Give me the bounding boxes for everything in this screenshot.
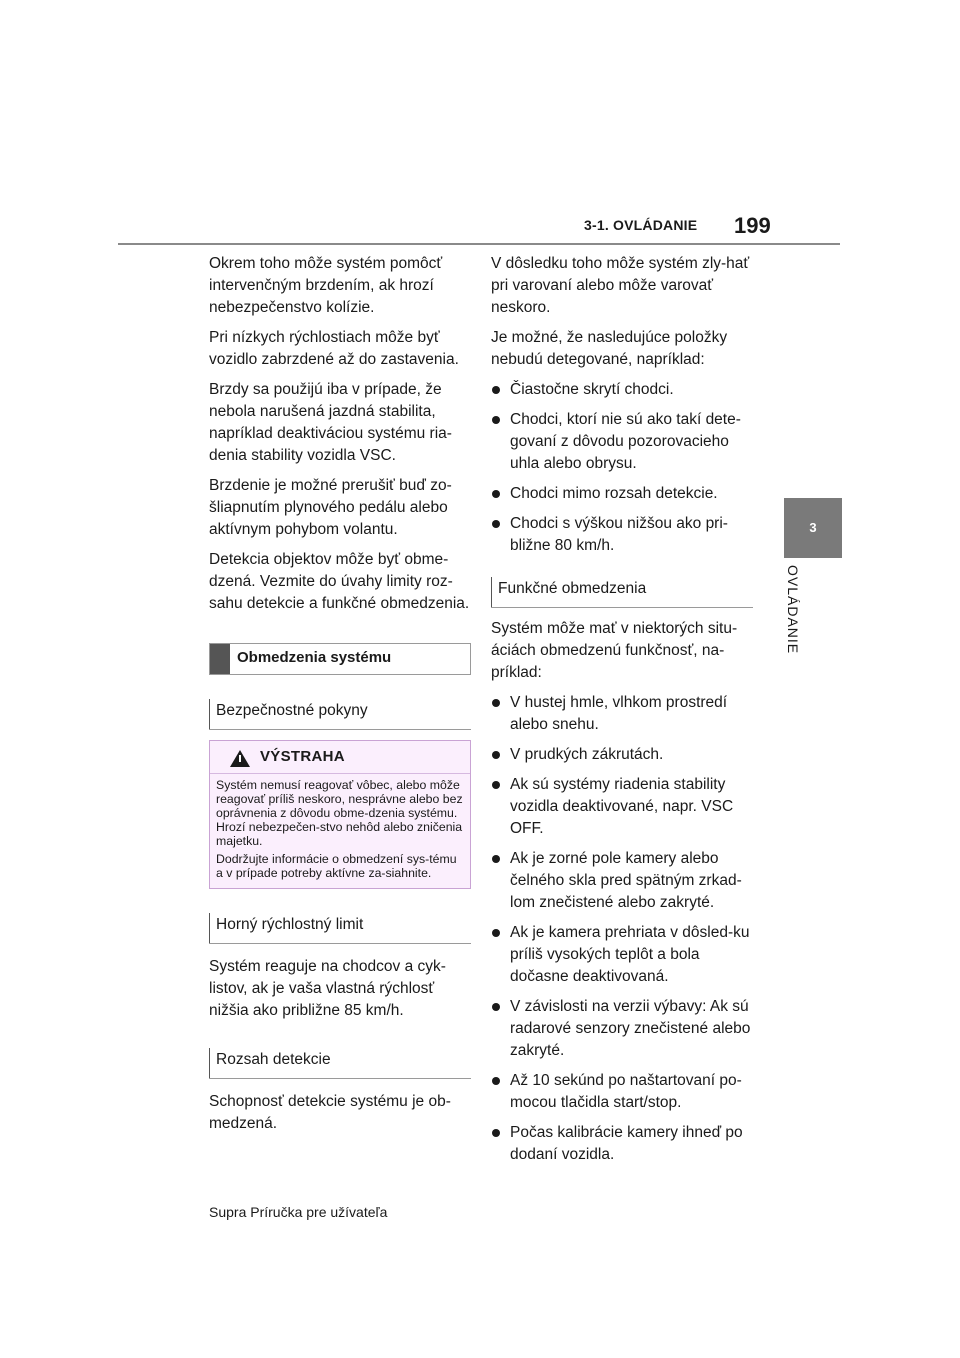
warning-triangle-icon <box>230 750 250 767</box>
subheading-marker <box>491 577 492 607</box>
bullet-icon <box>492 1077 500 1085</box>
bullet-icon <box>492 416 500 424</box>
warning-box <box>209 740 471 889</box>
paragraph: Systém môže mať v niektorých situ-áciách obmedzenú funkčnosť, na-príklad: <box>491 620 738 681</box>
paragraph: Je možné, že nasledujúce položky nebudú detegované, napríklad: <box>491 329 728 368</box>
bullet-icon <box>492 1003 500 1011</box>
list-item: V prudkých zákrutách. <box>491 744 753 766</box>
bullet-icon <box>492 781 500 789</box>
header-rule <box>118 243 840 245</box>
subheading-detection-range: Rozsah detekcie <box>216 1051 331 1068</box>
bullet-icon <box>492 1129 500 1137</box>
subheading-block <box>491 577 753 608</box>
paragraph: Systém reaguje na chodcov a cyk-listov, ak je vaša vlastná rýchlosť nižšia ako približne 85 km/h. <box>209 958 446 1019</box>
list-item: V hustej hmle, vlhkom prostredí alebo snehu. <box>491 692 753 736</box>
warning-text: Systém nemusí reagovať vôbec, alebo môže reagovať príliš neskoro, nesprávne alebo bez oprávnenia z dôvodu obme-dzenia systému. Hrozí nebezpečen-stvo nehôd alebo zničenia majetku. <box>216 778 463 848</box>
list-item: Ak sú systémy riadenia stability vozidla deaktivované, napr. VSC OFF. <box>491 774 753 840</box>
paragraph: Okrem toho môže systém pomôcť intervenčným brzdením, ak hrozí nebezpečenstvo kolízie. <box>209 255 443 316</box>
chapter-tab-label: OVLÁDANIE <box>785 565 801 655</box>
footer-title: Supra Príručka pre užívateľa <box>209 1204 388 1220</box>
list-item: Chodci mimo rozsah detekcie. <box>491 483 753 505</box>
warning-header <box>210 741 470 774</box>
list-item: Chodci s výškou nižšou ako pri-bližne 80 km/h. <box>491 513 753 557</box>
heading-marker <box>210 644 230 674</box>
bullet-icon <box>492 520 500 528</box>
list-item: Počas kalibrácie kamery ihneď po dodaní vozidla. <box>491 1122 753 1166</box>
paragraph: Schopnosť detekcie systému je ob-medzená. <box>209 1093 451 1132</box>
bullet-icon <box>492 929 500 937</box>
list-item: Ak je zorné pole kamery alebo čelného skla pred spätným zrkad-lom znečistené alebo zakryté. <box>491 848 753 914</box>
right-column <box>491 253 753 1174</box>
bullet-icon <box>492 751 500 759</box>
bullet-icon <box>492 386 500 394</box>
subheading-functional-limits: Funkčné obmedzenia <box>498 580 647 597</box>
bullet-icon <box>492 490 500 498</box>
bullet-list <box>491 379 753 557</box>
subheading-block <box>209 699 471 730</box>
warning-title: VÝSTRAHA <box>260 748 345 765</box>
bullet-icon <box>492 855 500 863</box>
paragraph: Detekcia objektov môže byť obme-dzená. Vezmite do úvahy limity roz-sahu detekcie a funkčné obmedzenia. <box>209 551 470 612</box>
paragraph: V dôsledku toho môže systém zly-hať pri varovaní alebo môže varovať neskoro. <box>491 255 750 316</box>
section-heading-box <box>209 643 471 675</box>
paragraph: Brzdy sa použijú iba v prípade, že nebola narušená jazdná stabilita, napríklad deaktiváciou systému ria-denia stability vozidla VSC. <box>209 381 452 464</box>
list-item: Ak je kamera prehriata v dôsled-ku príliš vysokých teplôt a bola dočasne deaktivovaná. <box>491 922 753 988</box>
subheading-block <box>209 913 471 944</box>
subheading-marker <box>209 1048 210 1078</box>
bullet-icon <box>492 699 500 707</box>
subheading-marker <box>209 699 210 729</box>
left-column <box>209 253 471 1143</box>
list-item: Čiastočne skrytí chodci. <box>491 379 753 401</box>
list-item: Až 10 sekúnd po naštartovaní po-mocou tlačidla start/stop. <box>491 1070 753 1114</box>
page-number: 199 <box>734 213 771 238</box>
section-heading: Obmedzenia systému <box>237 649 392 666</box>
list-item: Chodci, ktorí nie sú ako takí dete-govaní z dôvodu pozorovacieho uhla alebo obrysu. <box>491 409 753 475</box>
subheading-safety: Bezpečnostné pokyny <box>216 702 368 719</box>
subheading-speed-limit: Horný rýchlostný limit <box>216 916 364 933</box>
list-item: V závislosti na verzii výbavy: Ak sú radarové senzory znečistené alebo zakryté. <box>491 996 753 1062</box>
bullet-list <box>491 692 753 1166</box>
subheading-block <box>209 1048 471 1079</box>
paragraph: Brzdenie je možné prerušiť buď zo-šliapnutím plynového pedálu alebo aktívnym pohybom volantu. <box>209 477 452 538</box>
warning-text: Dodržujte informácie o obmedzení sys-tému a v prípade potreby aktívne za-siahnite. <box>216 852 457 880</box>
subheading-marker <box>209 913 210 943</box>
section-title: 3-1. OVLÁDANIE <box>584 217 698 233</box>
paragraph: Pri nízkych rýchlostiach môže byť vozidlo zabrzdené až do zastavenia. <box>209 329 459 368</box>
chapter-tab[interactable]: 3 <box>784 498 842 558</box>
